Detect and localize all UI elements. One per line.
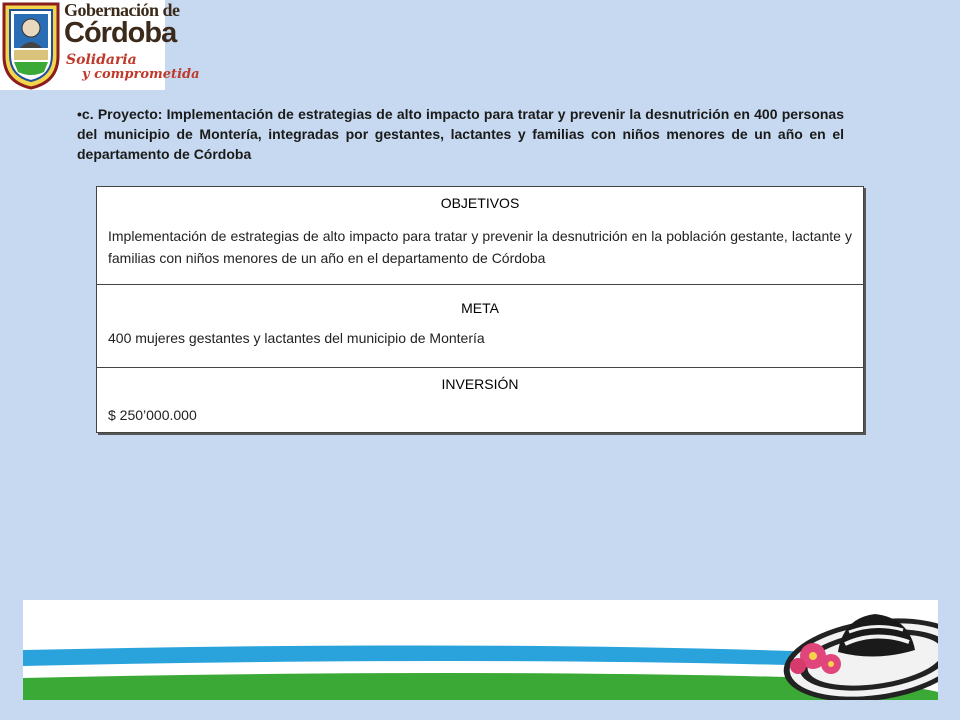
project-info-table	[96, 186, 864, 433]
objetivos-header: OBJETIVOS	[440, 195, 520, 211]
logo-slogan-line2: y comprometida	[82, 67, 200, 82]
inversion-header: INVERSIÓN	[441, 376, 519, 392]
meta-text: 400 mujeres gestantes y lactantes del municipio de Montería	[108, 330, 485, 346]
meta-section	[97, 285, 863, 368]
objetivos-section	[97, 187, 863, 285]
footer-banner	[23, 600, 938, 700]
logo-title-line: Gobernación de	[64, 0, 180, 20]
shield-emblem-icon	[0, 0, 64, 90]
meta-header: META	[461, 300, 499, 316]
logo-slogan-line1: Solidaria	[66, 52, 137, 68]
inversion-text: $ 250’000.000	[108, 407, 197, 423]
sombrero-vueltiao-icon	[778, 608, 938, 700]
project-description: •c. Proyecto: Implementación de estrategias de alto impacto para tratar y prevenir la desnutrición en 400 personas del municipio de Montería, integradas por gestantes, lactantes y familias con niños menores de un año en el departamento de Córdoba	[77, 106, 844, 162]
gobernacion-cordoba-logo	[0, 0, 200, 90]
logo-name-line: Córdoba	[64, 17, 177, 49]
objetivos-text: Implementación de estrategias de alto impacto para tratar y prevenir la desnutrición en la población gestante, lactante y familias con niños menores de un año en el departamento de Córdoba	[108, 228, 852, 266]
inversion-section	[97, 368, 863, 432]
